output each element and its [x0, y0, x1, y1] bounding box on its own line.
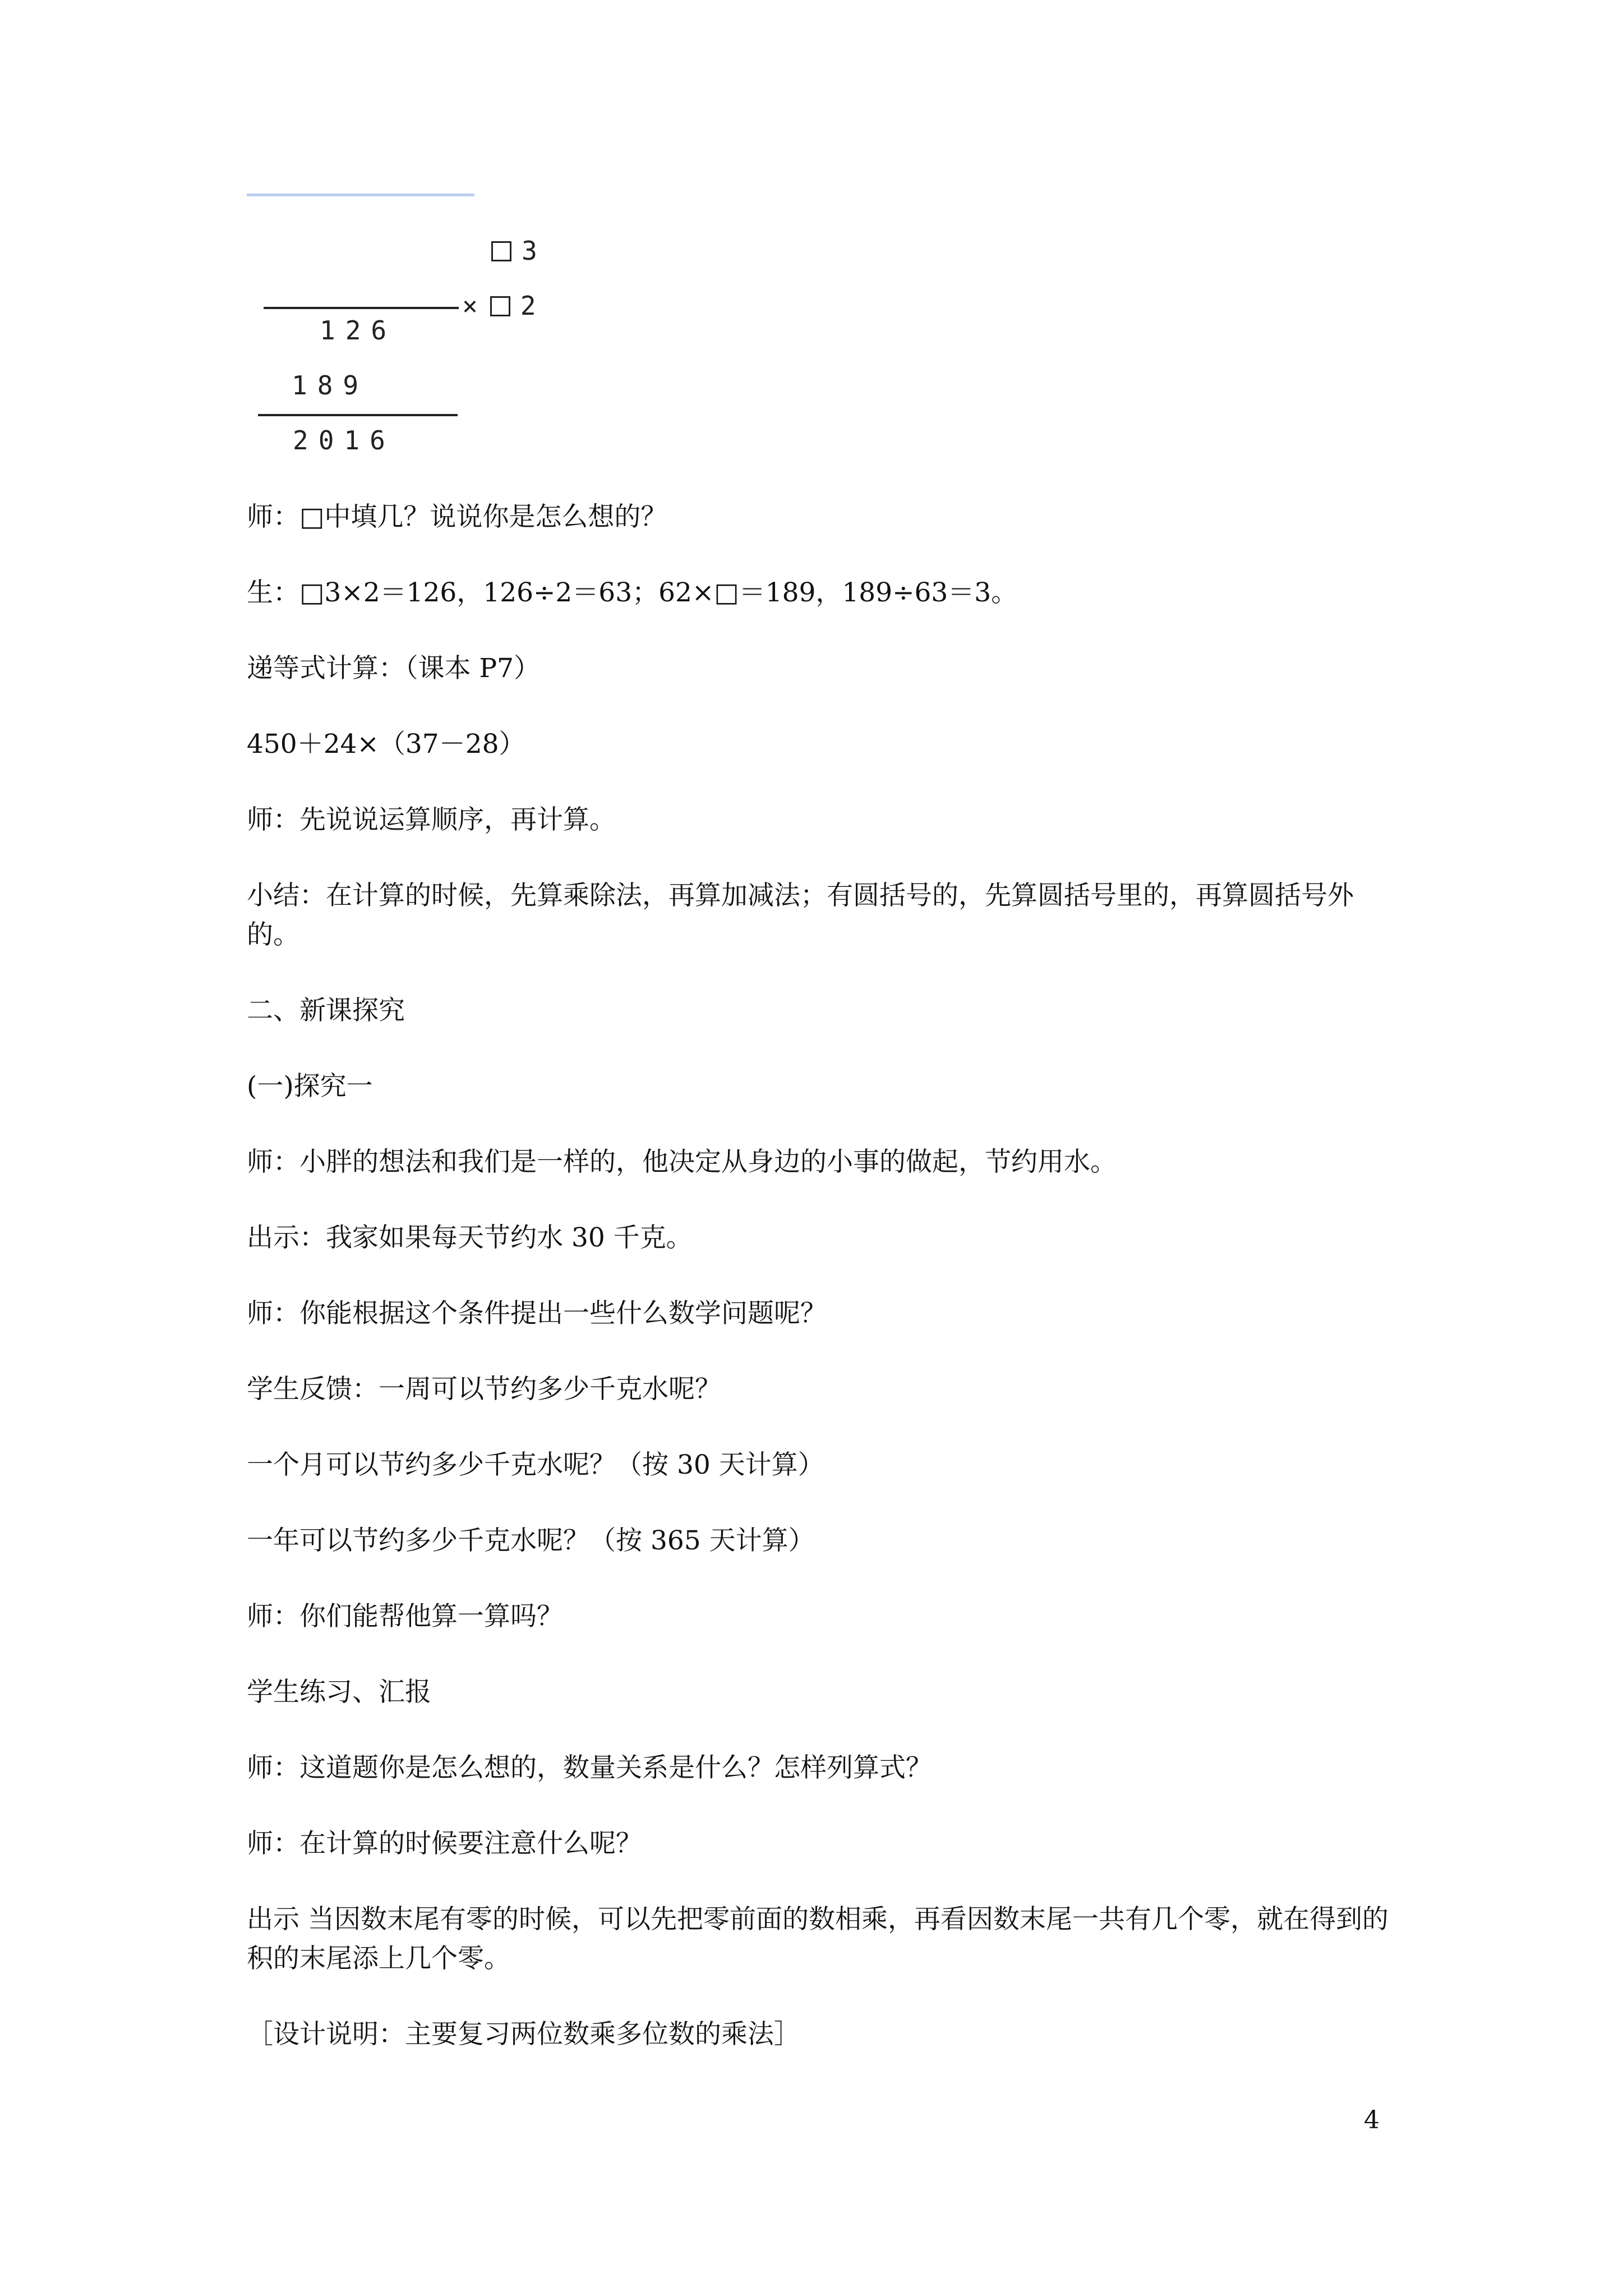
- paragraph-18: 师：在计算的时候要注意什么呢？: [247, 1828, 642, 1859]
- calc-row-4: 189: [292, 370, 369, 401]
- calc-row-1-text: 3: [522, 236, 547, 266]
- page-number: 4: [1364, 2106, 1380, 2134]
- paragraph-9: 师：小胖的想法和我们是一样的，他决定从身边的小事的做起，节约用水。: [247, 1147, 1117, 1177]
- paragraph-5: 师：先说说运算顺序，再计算。: [247, 804, 616, 835]
- vertical-multiplication: [247, 194, 547, 463]
- top-rule: [247, 194, 474, 196]
- calc-rule-1: [264, 307, 459, 309]
- paragraph-10: 出示：我家如果每天节约水 30 千克。: [247, 1222, 693, 1253]
- paragraph-7: 二、新课探究: [247, 995, 405, 1026]
- paragraph-19: 出示 当因数末尾有零的时候，可以先把零前面的数相乘，再看因数末尾一共有几个零，就在得到的积的末尾添上几个零。: [247, 1904, 1389, 1974]
- blank-box: [490, 296, 510, 316]
- paragraph-11: 师：你能根据这个条件提出一些什么数学问题呢？: [247, 1298, 827, 1329]
- paragraph-4: 450＋24×（37－28）: [247, 729, 525, 760]
- paragraph-8: (一)探究一: [247, 1071, 373, 1102]
- calc-rule-2: [258, 414, 458, 416]
- paragraph-2: 生：□3×2＝126，126÷2＝63；62×□＝189，189÷63＝3。: [247, 577, 1018, 608]
- calc-row-5: 2016: [293, 425, 395, 455]
- paragraph-6: 小结：在计算的时候，先算乘除法，再算加减法；有圆括号的，先算圆括号里的，再算圆括号外的。: [247, 880, 1354, 950]
- paragraph-14: 一年可以节约多少千克水呢？（按 365 天计算）: [247, 1525, 815, 1556]
- paragraph-20: ［设计说明：主要复习两位数乘多位数的乘法］: [247, 2019, 800, 2050]
- paragraph-12: 学生反馈：一周可以节约多少千克水呢？: [247, 1374, 721, 1405]
- multiply-sign: ×: [462, 291, 488, 321]
- calc-row-3: 126: [320, 315, 397, 346]
- paragraph-15: 师：你们能帮他算一算吗？: [247, 1601, 563, 1632]
- paragraph-1: 师：□中填几？说说你是怎么想的？: [247, 501, 667, 532]
- paragraph-17: 师：这道题你是怎么想的，数量关系是什么？怎样列算式？: [247, 1752, 932, 1783]
- paragraph-16: 学生练习、汇报: [247, 1677, 431, 1708]
- calc-row-2-text: 2: [520, 291, 546, 321]
- paragraph-13: 一个月可以节约多少千克水呢？（按 30 天计算）: [247, 1450, 824, 1480]
- paragraph-3: 递等式计算：（课本 P7）: [247, 653, 540, 684]
